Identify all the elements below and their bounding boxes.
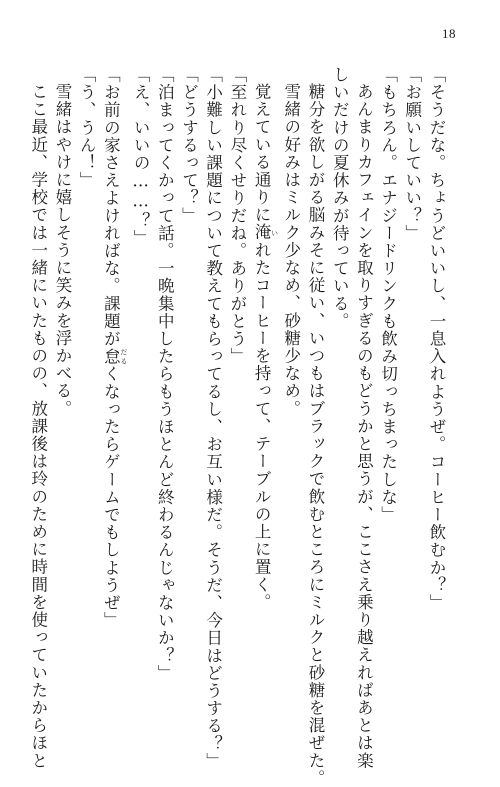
text-line: 「そうだな。ちょうどいいし、一息入れようぜ。コーヒー飲むか？」	[427, 66, 446, 612]
vertical-text-body	[28, 66, 448, 787]
text-line: ここ最近、学校では一緒にいたものの、放課後は玲のために時間を使っていたからほと	[28, 82, 48, 769]
text-line: 「小難しい課題について教えてもらってるし、お互い様だ。そうだ、今日はどうする？」	[203, 66, 223, 770]
text-line: 「どうするって？」	[179, 66, 199, 225]
text-line: あんまりカフェインを取りすぎるのもどうかと思うが、ここさえ乗り越えればあとは楽	[354, 82, 374, 769]
text-line: 「泊まってくかって話。一晩集中したらもうほとんど終わるんじゃないか？」	[155, 66, 175, 682]
text-line: 「う、うん！」	[77, 66, 97, 190]
page-number: 18	[442, 26, 456, 41]
ruby-line-part: 「お前の家さえよければな。課題が怠 だるくなったらゲームでもしようぜ」	[101, 66, 128, 630]
text-line: 雪緒はやけに嬉しそうに笑みを浮かべる。	[52, 82, 72, 417]
text-line: 雪緒の好みはミルク少なめ、砂糖少なめ。	[281, 82, 301, 417]
ruby-annotation: 淹 い	[252, 223, 279, 241]
ruby-line-part: 覚えている通りに淹 いれたコーヒーを持って、テーブルの上に置く。	[252, 82, 279, 611]
text-line: 「もちろん。エナジードリンクも飲み切っちまったしな」	[378, 66, 398, 524]
text-line: 「え、いいの……？」	[131, 66, 151, 247]
text-line-with-ruby	[98, 66, 128, 676]
ruby-annotation: 怠 だる	[101, 347, 128, 366]
text-line: 「至れり尽くせりだね。ありがとう」	[227, 66, 247, 366]
text-line: しいだけの夏休みが待っている。	[330, 66, 350, 330]
text-line: 糖分を欲しがる脳みそに従い、いつもはブラックで飲むところにミルクと砂糖を混ぜた。	[305, 82, 325, 787]
text-line-with-ruby	[249, 66, 279, 676]
text-line: 「お願いしていい？」	[402, 66, 422, 242]
